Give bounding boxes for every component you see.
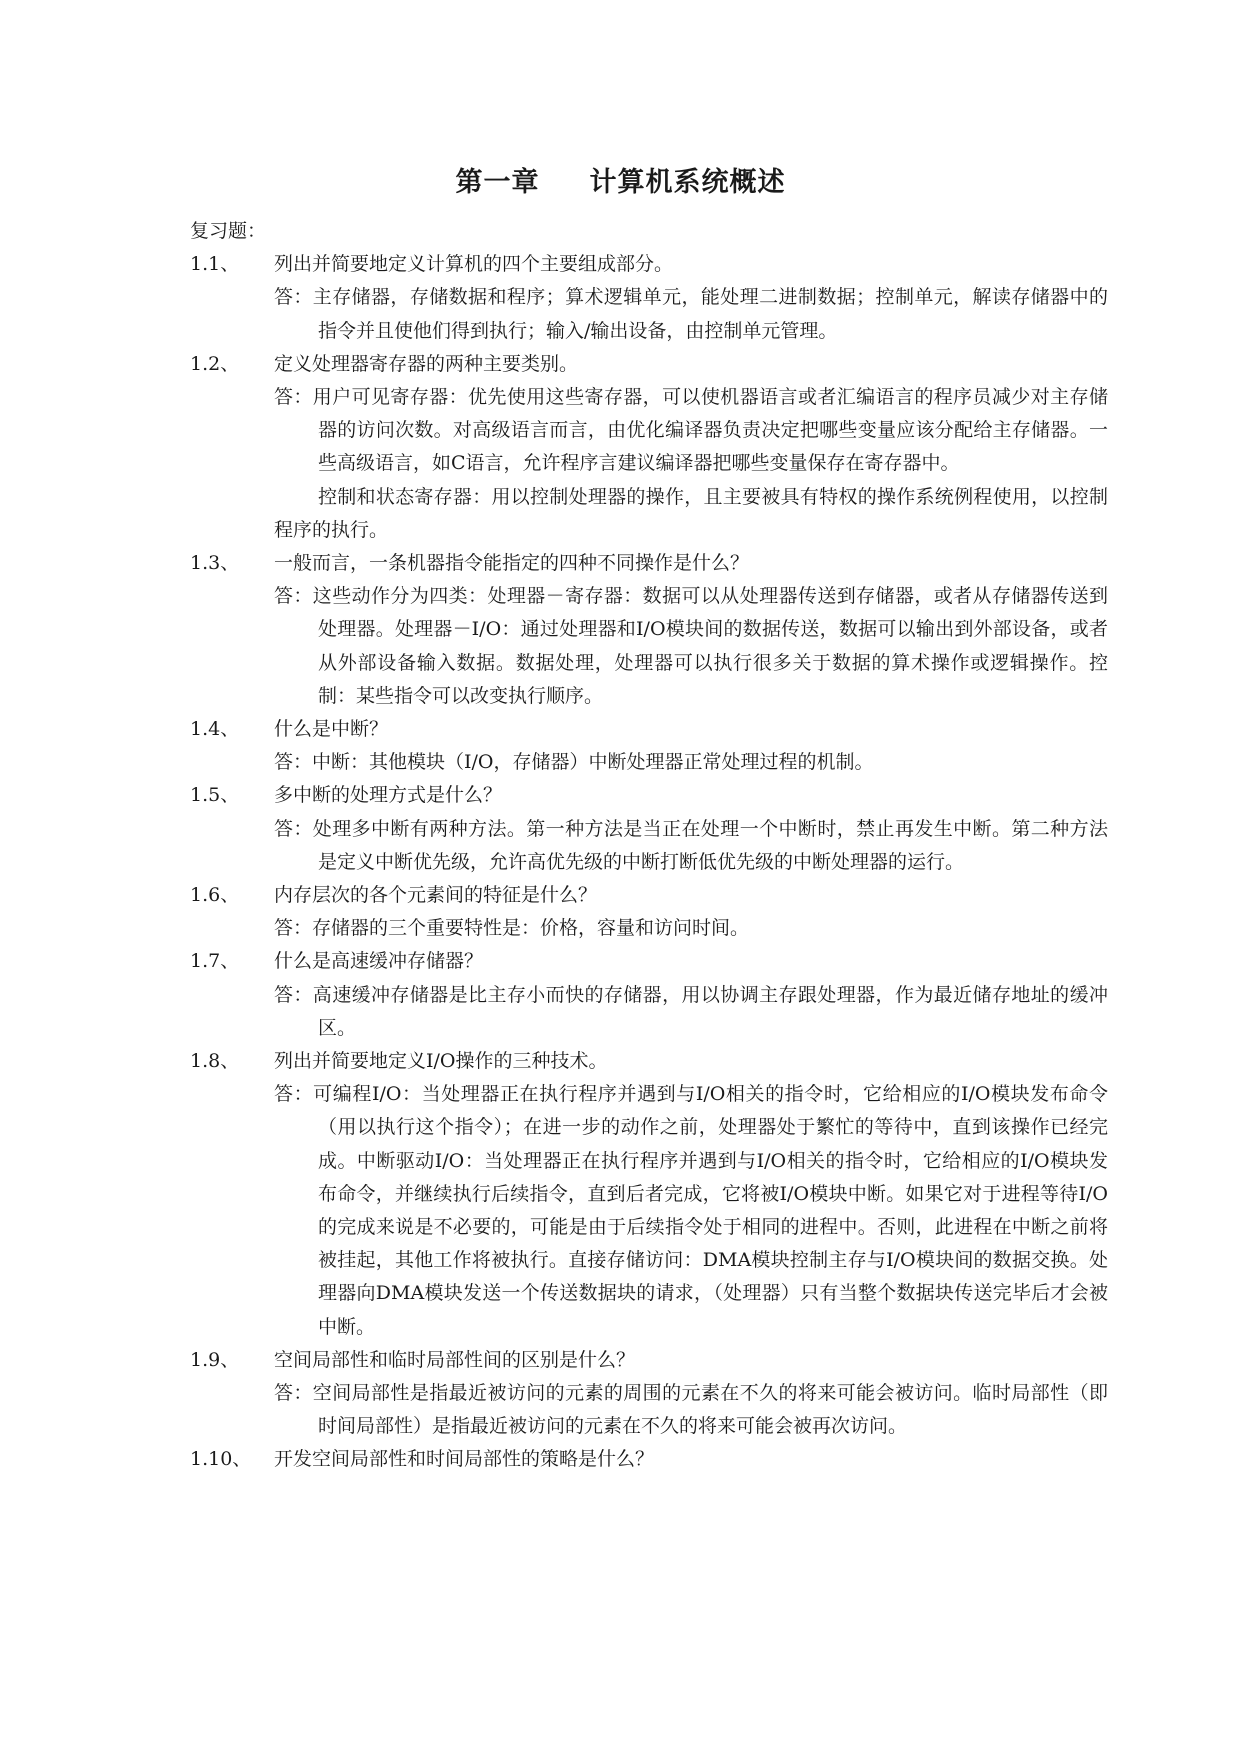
question-row (190, 713, 1090, 746)
answer-paragraph: 答：处理多中断有两种方法。第一种方法是当正在处理一个中断时，禁止再发生中断。第二种方法是定义中断优先级，允许高优先级的中断打断低优先级的中断处理器的运行。 (274, 817, 1108, 873)
answer-paragraph: 答：主存储器，存储数据和程序；算术逻辑单元，能处理二进制数据；控制单元，解读存储器中的指令并且使他们得到执行；输入/输出设备，由控制单元管理。 (274, 286, 1108, 342)
answer-text (274, 1377, 1108, 1443)
answer-paragraph-extra: 控制和状态寄存器：用以控制处理器的操作，且主要被具有特权的操作系统例程使用，以控制程序的执行。 (274, 485, 1108, 541)
chapter-name: 计算机系统概述 (589, 167, 786, 198)
question-row (190, 779, 1090, 812)
answer-paragraph: 答：存储器的三个重要特性是：价格，容量和访问时间。 (274, 917, 750, 940)
question-row (190, 348, 1090, 381)
question-number: 1.3、 (190, 551, 240, 574)
question-text: 定义处理器寄存器的两种主要类别。 (274, 352, 579, 375)
question-row (190, 547, 1090, 580)
answer-text (274, 979, 1108, 1045)
question-number: 1.1、 (190, 253, 240, 276)
question-text: 列出并简要地定义I/O操作的三种技术。 (274, 1049, 608, 1072)
question-text: 什么是中断？ (274, 717, 389, 740)
question-number: 1.8、 (190, 1049, 240, 1072)
answer-text (274, 813, 1108, 879)
answer-text (274, 580, 1108, 713)
question-number: 1.4、 (190, 717, 240, 740)
answer-text (274, 1078, 1108, 1344)
answer-text (274, 912, 1108, 945)
chapter-title (0, 160, 1241, 199)
question-text: 内存层次的各个元素间的特征是什么？ (274, 883, 598, 906)
answer-text (274, 381, 1108, 547)
question-number: 1.2、 (190, 352, 240, 375)
content-body (190, 215, 1108, 1477)
chapter-number: 第一章 (455, 167, 540, 198)
answer-paragraph: 答：空间局部性是指最近被访问的元素的周围的元素在不久的将来可能会被访问。临时局部性（即时间局部性）是指最近被访问的元素在不久的将来可能会被再次访问。 (274, 1381, 1108, 1438)
question-text: 列出并简要地定义计算机的四个主要组成部分。 (274, 253, 674, 276)
question-number: 1.7、 (190, 950, 240, 973)
question-row (190, 879, 1090, 912)
answer-paragraph: 答：用户可见寄存器：优先使用这些寄存器，可以使机器语言或者汇编语言的程序员减少对主存储器的访问次数。对高级语言而言，由优化编译器负责决定把哪些变量应该分配给主存储器。一些高级语言，如C语言，允许程序言建议编译器把哪些变量保存在寄存器中。 (274, 385, 1108, 475)
question-text: 开发空间局部性和时间局部性的策略是什么？ (274, 1448, 655, 1471)
answer-paragraph: 答：高速缓冲存储器是比主存小而快的存储器，用以协调主存跟处理器，作为最近储存地址的缓冲区。 (274, 983, 1108, 1039)
question-row (190, 1344, 1090, 1377)
question-row (190, 248, 1090, 281)
question-row (190, 945, 1090, 978)
question-number: 1.10、 (190, 1448, 252, 1471)
question-row (190, 1045, 1090, 1078)
question-text: 多中断的处理方式是什么？ (274, 784, 503, 807)
question-text: 空间局部性和临时局部性间的区别是什么？ (274, 1348, 636, 1371)
section-label: 复习题： (190, 220, 267, 242)
answer-paragraph: 答：这些动作分为四类：处理器－寄存器：数据可以从处理器传送到存储器，或者从存储器传送到处理器。处理器－I/O：通过处理器和I/O模块间的数据传送，数据可以输出到外部设备，或者从外部设备输入数据。数据处理，处理器可以执行很多关于数据的算术操作或逻辑操作。控制：某些指令可以改变执行顺序。 (274, 585, 1108, 707)
answer-text (274, 281, 1108, 347)
answer-text (274, 746, 1108, 779)
question-number: 1.6、 (190, 883, 240, 906)
question-number: 1.9、 (190, 1348, 240, 1371)
question-text: 一般而言，一条机器指令能指定的四种不同操作是什么？ (274, 551, 750, 574)
answer-paragraph: 答：可编程I/O：当处理器正在执行程序并遇到与I/O相关的指令时，它给相应的I/O模块发布命令（用以执行这个指令）；在进一步的动作之前，处理器处于繁忙的等待中，直到该操作已经完成。中断驱动I/O：当处理器正在执行程序并遇到与I/O相关的指令时，它给相应的I/O模块发布命令，并继续执行后续指令，直到后者完成，它将被I/O模块中断。如果它对于进程等待I/O的完成来说是不必要的，可能是由于后续指令处于相同的进程中。否则，此进程在中断之前将被挂起，其他工作将被执行。直接存储访问：DMA模块控制主存与I/O模块间的数据交换。处理器向DMA模块发送一个传送数据块的请求，（处理器）只有当整个数据块传送完毕后才会被中断。 (274, 1083, 1108, 1338)
answer-paragraph: 答：中断：其他模块（I/O，存储器）中断处理器正常处理过程的机制。 (274, 751, 874, 774)
question-row (190, 1443, 1090, 1476)
question-text: 什么是高速缓冲存储器？ (274, 950, 484, 973)
question-number: 1.5、 (190, 784, 240, 807)
